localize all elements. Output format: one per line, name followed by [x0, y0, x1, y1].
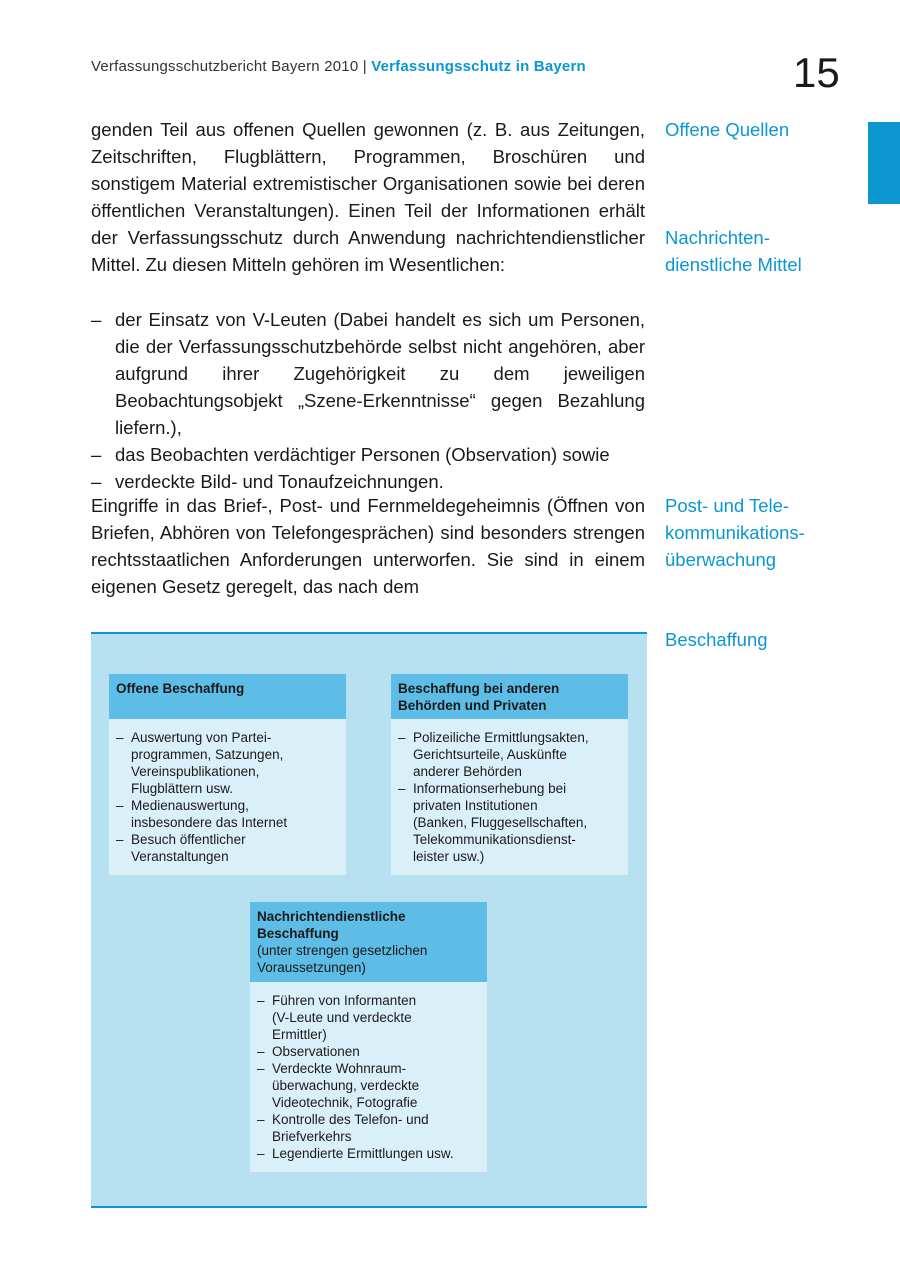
box-note: (unter strengen gesetzlichen Voraussetzungen): [257, 943, 428, 975]
box-other-authorities: [391, 674, 628, 875]
margin-note-telecom-surveillance: Post- und Tele- kommunikations- überwachung: [665, 495, 805, 570]
list-item: – Observationen: [257, 1043, 480, 1060]
list-item: – Medienauswertung, insbesondere das Internet: [116, 797, 339, 831]
running-header: [91, 58, 586, 75]
box-title: Offene Beschaffung: [109, 674, 346, 719]
list-item: – Besuch öffentlicher Veranstaltungen: [116, 831, 339, 865]
margin-note-open-sources: Offene Quellen: [665, 119, 790, 140]
header-separator: |: [362, 58, 367, 75]
margin-note-intelligence-means: Nachrichten- dienstliche Mittel: [665, 227, 802, 275]
box-title: Beschaffung bei anderen Behörden und Privaten: [391, 674, 628, 719]
list-item: – der Einsatz von V-Leuten (Dabei handelt es sich um Personen, die der Verfassungsschutzbehörde selbst nicht angehören, aber aufgrund ihrer Zugehörigkeit zu dem jeweiligen Beobachtungsobjekt „Szene-Erkenntnisse“ gegen Bezahlung liefern.),: [91, 306, 645, 441]
paragraph-telecom: Eingriffe in das Brief-, Post- und Fernmeldegeheimnis (Öffnen von Briefen, Abhören von Telefongesprächen) sind besonders strengen rechtsstaatlichen Anforderungen unterworfen. Sie sind in einem eigenen Gesetz geregelt, das nach dem: [91, 495, 645, 597]
means-list: [91, 306, 645, 495]
list-item: – Polizeiliche Ermittlungsakten, Gerichtsurteile, Auskünfte anderer Behörden: [398, 729, 621, 780]
procurement-diagram: [91, 632, 647, 1208]
box-content: [109, 719, 346, 875]
header-title: Verfassungsschutzbericht Bayern 2010: [91, 58, 359, 75]
paragraph-sources: genden Teil aus offenen Quellen gewonnen (z. B. aus Zeitungen, Zeitschriften, Flugblättern, Programmen, Broschüren und sonstigem Material extremistischer Organisationen sowie bei deren öffentlichen Veranstaltungen). Einen Teil der Informationen erhält der Verfassungsschutz durch Anwendung nachrichtendienstlicher Mittel. Zu diesen Mitteln gehören im Wesentlichen:: [91, 119, 645, 275]
list-item: – verdeckte Bild- und Tonaufzeichnungen.: [91, 468, 645, 495]
box-intelligence-procurement: [250, 902, 487, 1172]
header-subtitle: Verfassungsschutz in Bayern: [371, 58, 586, 75]
box-content: [250, 982, 487, 1172]
box-open-procurement: [109, 674, 346, 875]
list-item: – Auswertung von Partei- programmen, Satzungen, Vereinspublikationen, Flugblättern usw.: [116, 729, 339, 797]
page-number: 15: [793, 49, 840, 96]
list-item: – Informationserhebung bei privaten Institutionen (Banken, Fluggesellschaften, Telekommunikationsdienst- leister usw.): [398, 780, 621, 865]
list-item: – Verdeckte Wohnraum- überwachung, verdeckte Videotechnik, Fotografie: [257, 1060, 480, 1111]
list-item: – das Beobachten verdächtiger Personen (Observation) sowie: [91, 441, 645, 468]
list-item: – Kontrolle des Telefon- und Briefverkehrs: [257, 1111, 480, 1145]
box-content: [391, 719, 628, 875]
list-item: – Legendierte Ermittlungen usw.: [257, 1145, 480, 1162]
box-title: Nachrichtendienstliche Beschaffung: [257, 909, 406, 941]
list-item: – Führen von Informanten (V-Leute und verdeckte Ermittler): [257, 992, 480, 1043]
box-header: [250, 902, 487, 982]
margin-note-procurement: Beschaffung: [665, 629, 768, 650]
